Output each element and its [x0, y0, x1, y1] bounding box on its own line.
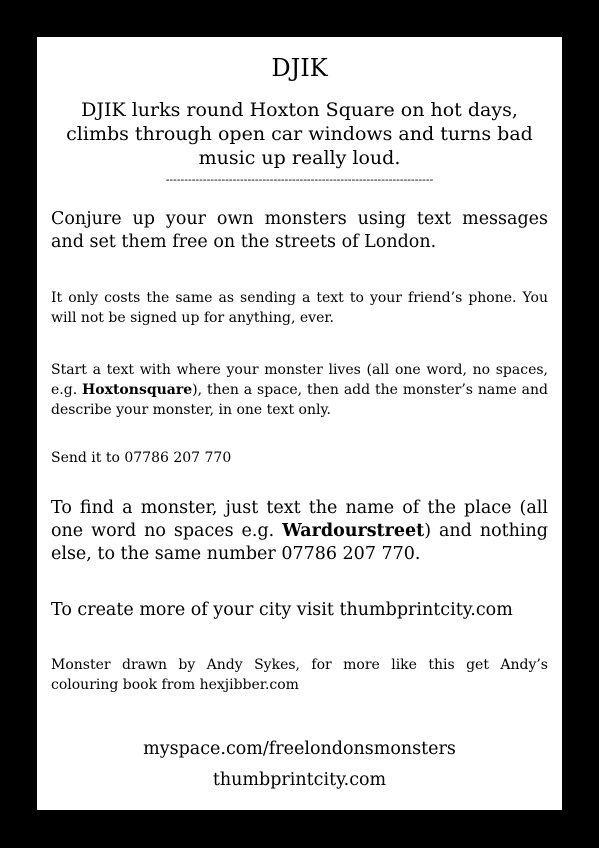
monster-title: DJIK [271, 54, 328, 82]
find-monster-paragraph [51, 497, 548, 566]
flyer-card [37, 37, 562, 810]
find-instructions-text: To find a monster, just text the name of the place (all one word no spaces e.g. [51, 498, 548, 541]
send-number-paragraph: Send it to 07786 207 770 [51, 450, 232, 466]
example-place-wardourstreet: Wardourstreet [282, 521, 425, 541]
example-place-hoxtonsquare: Hoxtonsquare [82, 382, 193, 398]
intro-paragraph: Conjure up your own monsters using text messages and set them free on the streets of London. [51, 209, 548, 252]
monster-description: DJIK lurks round Hoxton Square on hot days, climbs through open car windows and turns bad music up really loud. [66, 99, 533, 169]
myspace-link[interactable]: myspace.com/freelondonsmonsters [143, 739, 456, 759]
dashed-divider: ------------------------------------------------------------------------ [165, 174, 434, 186]
thumbprintcity-link[interactable]: thumbprintcity.com [212, 770, 387, 790]
cost-paragraph: It only costs the same as sending a text to your friend’s phone. You will not be signed up for anything, ever. [51, 290, 548, 326]
create-city-paragraph: To create more of your city visit thumbprintcity.com [51, 600, 513, 620]
create-instructions-text-end: ), then a space, then add the monster’s name and describe your monster, in one text only. [51, 382, 548, 418]
create-instructions-text: Start a text with where your monster lives (all one word, no spaces, e.g. [51, 362, 548, 398]
credits-paragraph: Monster drawn by Andy Sykes, for more like this get Andy’s colouring book from hexjibber.com [51, 657, 548, 693]
create-instructions-paragraph [51, 360, 548, 420]
find-instructions-text-end: ) and nothing else, to the same number 07786 207 770. [51, 521, 548, 564]
